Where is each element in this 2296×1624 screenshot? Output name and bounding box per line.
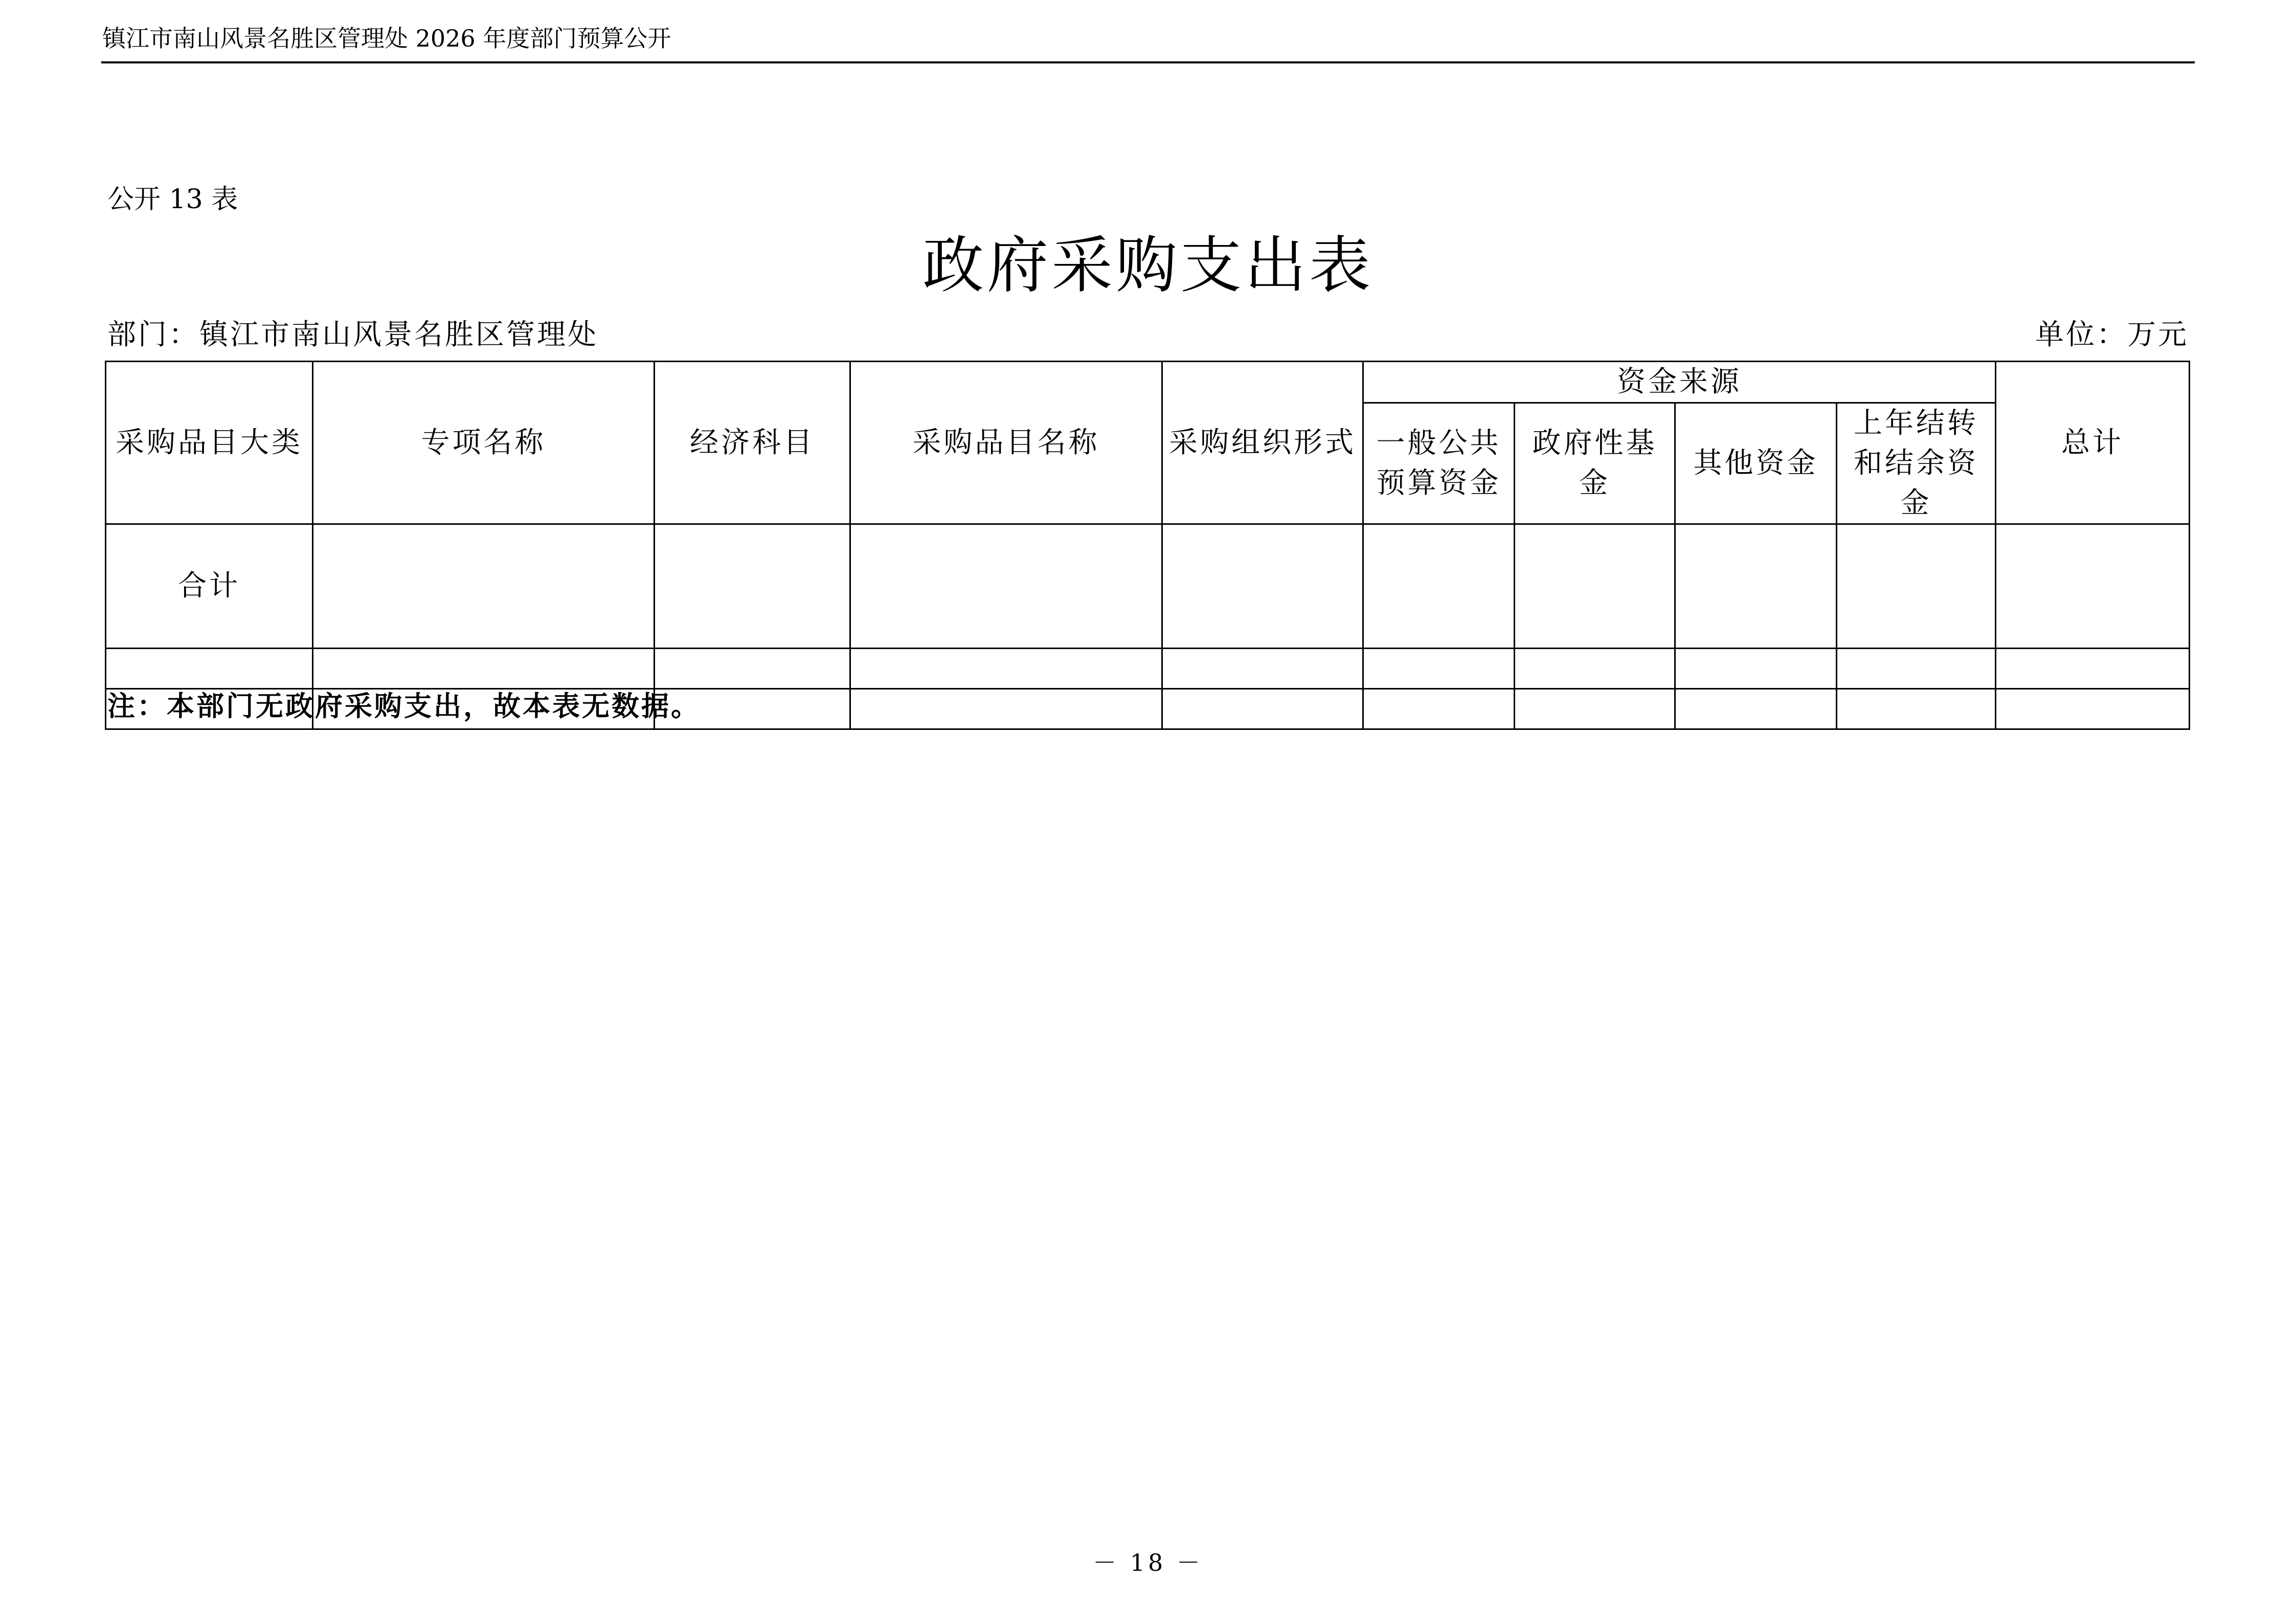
cell-item-name <box>850 524 1162 649</box>
cell-carryover <box>1837 649 1996 689</box>
unit-label: 单位：万元 <box>2035 318 2189 351</box>
cell-category: 合计 <box>106 524 313 649</box>
cell-total <box>1996 689 2190 729</box>
department-label: 部门：镇江市南山风景名胜区管理处 <box>107 318 598 351</box>
cell-total <box>1996 649 2190 689</box>
col-header-total: 总计 <box>1996 362 2190 524</box>
cell-other-funds <box>1675 689 1837 729</box>
cell-org-form <box>1162 689 1363 729</box>
cell-other-funds <box>1675 649 1837 689</box>
header-rule <box>101 61 2195 63</box>
col-header-org-form: 采购组织形式 <box>1162 362 1363 524</box>
cell-other-funds <box>1675 524 1837 649</box>
page-title: 政府采购支出表 <box>922 230 1374 301</box>
col-header-econ-subject: 经济科目 <box>655 362 850 524</box>
cell-carryover <box>1837 689 1996 729</box>
cell-econ-subject <box>655 649 850 689</box>
cell-gov-fund <box>1515 524 1675 649</box>
cell-econ-subject <box>655 524 850 649</box>
cell-general-budget <box>1363 689 1515 729</box>
cell-general-budget <box>1363 524 1515 649</box>
col-header-gov-fund: 政府性基金 <box>1515 403 1675 524</box>
cell-item-name <box>850 689 1162 729</box>
running-header: 镇江市南山风景名胜区管理处 2026 年度部门预算公开 <box>102 25 671 52</box>
col-header-other-funds: 其他资金 <box>1675 403 1837 524</box>
page-number: － 18 － <box>1093 1549 1203 1576</box>
table-row-total <box>106 524 2190 649</box>
cell-carryover <box>1837 524 1996 649</box>
col-header-general-budget: 一般公共预算资金 <box>1363 403 1515 524</box>
cell-org-form <box>1162 524 1363 649</box>
table-number: 公开 13 表 <box>107 184 238 215</box>
procurement-table <box>105 361 2190 730</box>
footnote: 注：本部门无政府采购支出，故本表无数据。 <box>107 689 701 722</box>
col-header-funding-source: 资金来源 <box>1363 362 1996 403</box>
cell-category <box>106 649 313 689</box>
table-row <box>106 649 2190 689</box>
cell-general-budget <box>1363 649 1515 689</box>
cell-project <box>313 649 655 689</box>
cell-item-name <box>850 649 1162 689</box>
col-header-item-name: 采购品目名称 <box>850 362 1162 524</box>
cell-org-form <box>1162 649 1363 689</box>
cell-project <box>313 524 655 649</box>
col-header-carryover: 上年结转和结余资金 <box>1837 403 1996 524</box>
col-header-category: 采购品目大类 <box>106 362 313 524</box>
cell-gov-fund <box>1515 649 1675 689</box>
col-header-project: 专项名称 <box>313 362 655 524</box>
cell-gov-fund <box>1515 689 1675 729</box>
cell-total <box>1996 524 2190 649</box>
